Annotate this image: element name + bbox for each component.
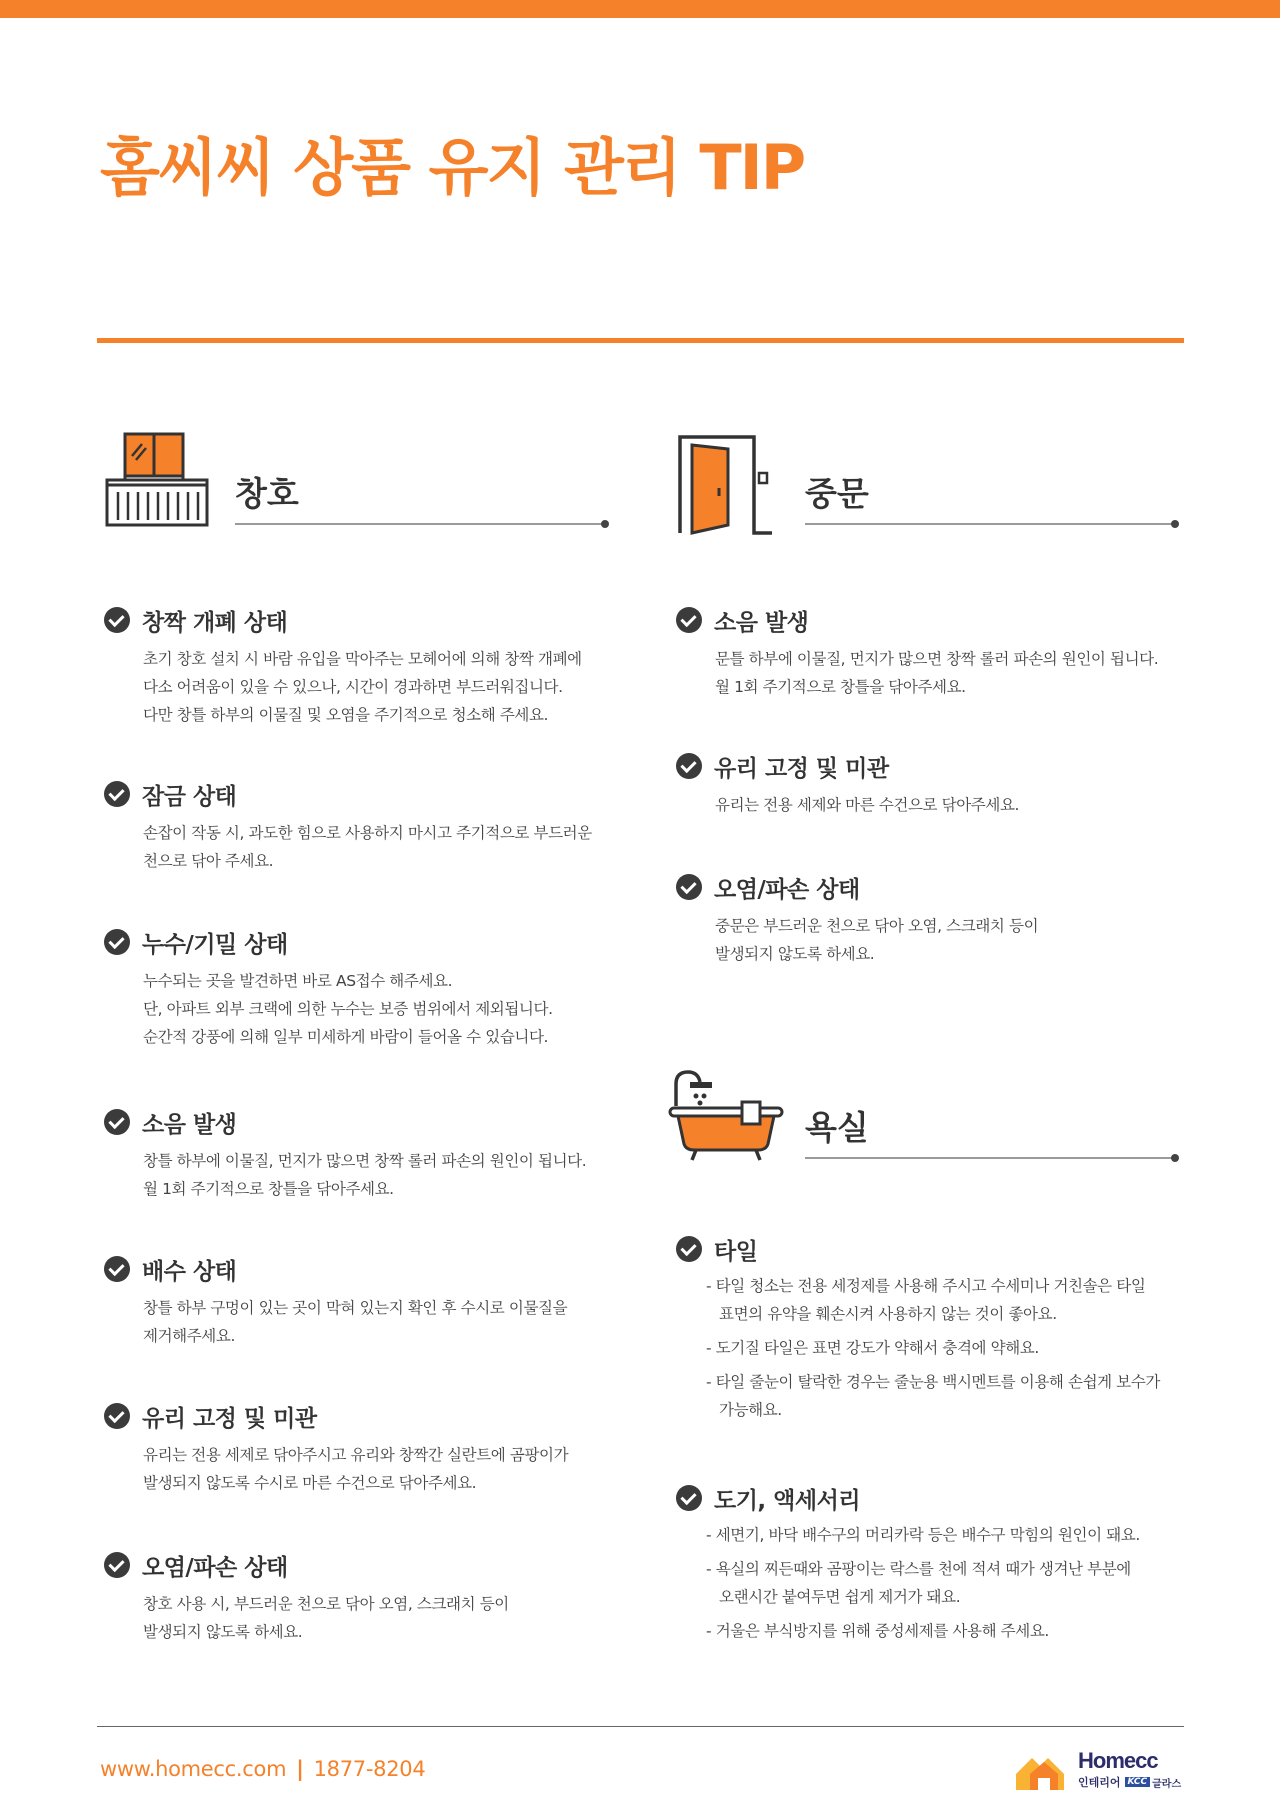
section-divider-window	[235, 523, 605, 525]
check-icon	[676, 1236, 702, 1262]
item-title: 오염/파손 상태	[142, 1554, 288, 1581]
window-item	[104, 1400, 568, 1497]
check-icon	[676, 753, 702, 779]
item-line: 유리는 전용 세제와 마른 수건으로 닦아주세요.	[715, 796, 1020, 814]
door-item	[676, 604, 1158, 701]
bullet-line: 오랜시간 붙여두면 쉽게 제거가 돼요.	[719, 1588, 961, 1606]
item-title: 소음 발생	[714, 609, 809, 636]
section-title-window: 창호	[235, 474, 299, 513]
check-icon	[104, 1256, 130, 1282]
item-title: 도기, 액세서리	[714, 1487, 861, 1514]
window-balcony-icon	[104, 430, 210, 530]
item-line: 창틀 하부 구멍이 있는 곳이 막혀 있는지 확인 후 수시로 이물질을	[143, 1299, 568, 1317]
item-line: 발생되지 않도록 하세요.	[143, 1623, 303, 1641]
logo-badge-suffix: 글라스	[1152, 1778, 1182, 1790]
item-line: 순간적 강풍에 의해 일부 미세하게 바람이 들어올 수 있습니다.	[143, 1028, 549, 1046]
check-icon	[104, 1552, 130, 1578]
item-title: 누수/기밀 상태	[142, 931, 288, 958]
bullet-line: - 거울은 부식방지를 위해 중성세제를 사용해 주세요.	[706, 1622, 1049, 1640]
phone-number: 1877-8204	[313, 1757, 426, 1781]
logo-brand: Homecc	[1078, 1748, 1158, 1773]
bullet-line: 가능해요.	[719, 1401, 782, 1419]
bath-item	[676, 1233, 1160, 1430]
check-icon	[676, 607, 702, 633]
section-title-bath: 욕실	[805, 1108, 869, 1147]
bullet-line: - 세면기, 바닥 배수구의 머리카락 등은 배수구 막힘의 원인이 돼요.	[706, 1526, 1140, 1544]
bullet-item	[706, 1334, 1160, 1362]
item-line: 제거해주세요.	[143, 1327, 235, 1345]
bathtub-icon	[668, 1066, 784, 1162]
door-item	[676, 871, 1038, 968]
check-icon	[104, 1109, 130, 1135]
item-line: 발생되지 않도록 수시로 마른 수건으로 닦아주세요.	[143, 1474, 477, 1492]
bullet-item	[706, 1272, 1160, 1328]
window-item	[104, 604, 582, 729]
item-title: 잠금 상태	[142, 783, 237, 810]
item-line: 다만 창틀 하부의 이물질 및 오염을 주기적으로 청소해 주세요.	[143, 706, 549, 724]
house-logo-icon	[1016, 1754, 1072, 1792]
bullet-item	[706, 1368, 1160, 1424]
item-line: 다소 어려움이 있을 수 있으나, 시간이 경과하면 부드러워집니다.	[143, 678, 563, 696]
window-item	[104, 926, 553, 1051]
bullet-line: 표면의 유약을 훼손시켜 사용하지 않는 것이 좋아요.	[719, 1305, 1057, 1323]
item-line: 발생되지 않도록 하세요.	[715, 945, 875, 963]
item-title: 타일	[714, 1238, 758, 1265]
page-title: 홈씨씨 상품 유지 관리 TIP	[100, 131, 805, 204]
check-icon	[104, 607, 130, 633]
item-line: 손잡이 작동 시, 과도한 힘으로 사용하지 마시고 주기적으로 부드러운	[143, 824, 592, 842]
item-title: 창짝 개폐 상태	[142, 609, 288, 636]
check-icon	[104, 781, 130, 807]
footer-separator: |	[296, 1757, 304, 1781]
item-line: 단, 아파트 외부 크랙에 의한 누수는 보증 범위에서 제외됩니다.	[143, 1000, 553, 1018]
item-line: 창호 사용 시, 부드러운 천으로 닦아 오염, 스크래치 등이	[143, 1595, 509, 1613]
door-icon	[676, 433, 774, 535]
item-line: 중문은 부드러운 천으로 닦아 오염, 스크래치 등이	[715, 917, 1039, 935]
door-item	[676, 750, 1019, 819]
bullet-line: - 타일 청소는 전용 세정제를 사용해 주시고 수세미나 거친솔은 타일	[706, 1277, 1146, 1295]
check-icon	[104, 929, 130, 955]
check-icon	[676, 874, 702, 900]
item-line: 창틀 하부에 이물질, 먼지가 많으면 창짝 롤러 파손의 원인이 됩니다.	[143, 1152, 587, 1170]
item-title: 배수 상태	[142, 1258, 237, 1285]
kcc-badge: KCC	[1125, 1777, 1151, 1787]
item-line: 천으로 닦아 주세요.	[143, 852, 274, 870]
item-line: 월 1회 주기적으로 창틀을 닦아주세요.	[143, 1180, 394, 1198]
homecc-logo	[1016, 1748, 1186, 1794]
window-item	[104, 778, 592, 875]
window-item	[104, 1549, 509, 1646]
section-divider-bath	[805, 1157, 1175, 1159]
bullet-item	[706, 1521, 1140, 1549]
title-divider	[97, 338, 1184, 343]
item-line: 초기 창호 설치 시 바람 유입을 막아주는 모헤어에 의해 창짝 개폐에	[143, 650, 582, 668]
logo-sub: 인테리어	[1078, 1776, 1121, 1789]
website-link[interactable]: www.homecc.com	[100, 1757, 287, 1781]
item-line: 누수되는 곳을 발견하면 바로 AS접수 해주세요.	[143, 972, 453, 990]
footer-divider	[97, 1726, 1184, 1727]
top-accent-bar	[0, 0, 1280, 18]
bullet-line: - 타일 줄눈이 탈락한 경우는 줄눈용 백시멘트를 이용해 손쉽게 보수가	[706, 1373, 1160, 1391]
bath-item	[676, 1482, 1140, 1651]
item-line: 문틀 하부에 이물질, 먼지가 많으면 창짝 롤러 파손의 원인이 됩니다.	[715, 650, 1159, 668]
window-item	[104, 1106, 586, 1203]
footer-contact	[100, 1757, 425, 1781]
item-line: 유리는 전용 세제로 닦아주시고 유리와 창짝간 실란트에 곰팡이가	[143, 1446, 569, 1464]
bullet-item	[706, 1555, 1140, 1611]
item-title: 유리 고정 및 미관	[714, 755, 889, 782]
window-item	[104, 1253, 567, 1350]
section-divider-door	[805, 523, 1175, 525]
check-icon	[676, 1485, 702, 1511]
check-icon	[104, 1403, 130, 1429]
bullet-line: - 도기질 타일은 표면 강도가 약해서 충격에 약해요.	[706, 1339, 1039, 1357]
item-line: 월 1회 주기적으로 창틀을 닦아주세요.	[715, 678, 966, 696]
item-title: 유리 고정 및 미관	[142, 1405, 317, 1432]
section-title-door: 중문	[805, 474, 869, 513]
item-title: 오염/파손 상태	[714, 876, 860, 903]
bullet-item	[706, 1617, 1140, 1645]
item-title: 소음 발생	[142, 1111, 237, 1138]
bullet-line: - 욕실의 찌든때와 곰팡이는 락스를 천에 적셔 때가 생겨난 부분에	[706, 1560, 1131, 1578]
